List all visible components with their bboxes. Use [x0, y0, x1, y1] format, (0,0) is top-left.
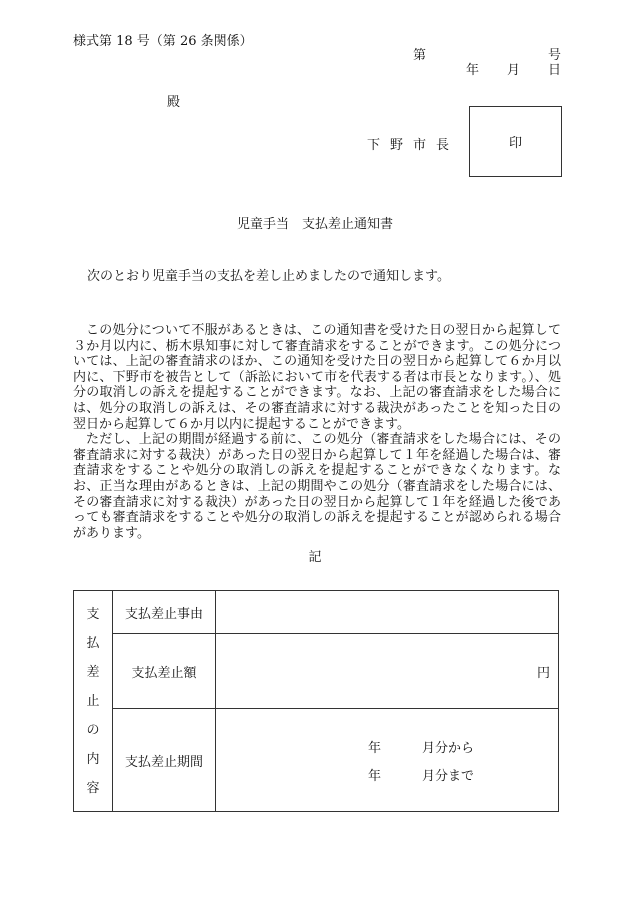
to-year: 年 — [368, 769, 382, 784]
details-table — [73, 590, 559, 812]
seal-box — [469, 106, 562, 177]
period-to — [368, 765, 474, 784]
intro-text: 次のとおり児童手当の支払を差し止めましたので通知します。 — [87, 269, 450, 284]
group-label-char: 止 — [86, 693, 100, 709]
seal-label: 印 — [508, 136, 522, 151]
yen-unit: 円 — [536, 665, 550, 681]
period-label: 支払差止期間 — [113, 709, 216, 812]
group-label-char: 容 — [86, 780, 100, 796]
appeal-notice — [73, 323, 561, 541]
from-year: 年 — [368, 741, 382, 756]
group-label-char: 支 — [86, 606, 100, 622]
document-title: 児童手当 支払差止通知書 — [236, 217, 393, 232]
issuer-name: 下野市長 — [367, 138, 460, 153]
number-prefix: 第 — [413, 48, 427, 63]
appeal-paragraph-1: この処分について不服があるときは、この通知書を受けた日の翌日から起算して３か月以内に、栃木県知事に対して審査請求をすることができます。この処分については、上記の審査請求のほか、この通知を受けた日の翌日から起算して６か月以内に、下野市を被告として（訴訟において市を代表する者は市長となります。）、処分の取消しの訴えを提起することができます。なお、上記の審査請求をした場合には、処分の取消しの訴えは、その審査請求に対する裁決があったことを知った日の翌日から起算して６か月以内に提起することができます。 — [73, 323, 561, 432]
date-row — [466, 59, 561, 78]
group-label-char: の — [86, 722, 100, 738]
period-value[interactable] — [216, 709, 559, 812]
group-label — [74, 591, 113, 812]
addressee-honorific: 殿 — [167, 95, 181, 110]
reason-label: 支払差止事由 — [113, 591, 216, 634]
record-heading: 記 — [308, 550, 322, 565]
appeal-paragraph-2: ただし、上記の期間が経過する前に、この処分（審査請求をした場合には、その審査請求に対する裁決）があった日の翌日から起算して１年を経過した場合は、審査請求をすることや処分の取消しの訴えを提起することができなくなります。なお、正当な理由があるときは、上記の期間やこの処分（審査請求をした場合には、その審査請求に対する裁決）があった日の翌日から起算して１年を経過した後であっても審査請求をすることや処分の取消しの訴えを提起することが認められる場合があります。 — [73, 432, 561, 541]
period-from — [368, 737, 474, 756]
from-month: 月分から — [422, 741, 475, 756]
reason-value[interactable] — [216, 591, 559, 634]
amount-label: 支払差止額 — [113, 634, 216, 709]
group-label-char: 払 — [86, 635, 100, 651]
date-day: 日 — [547, 63, 561, 78]
group-label-char: 差 — [86, 664, 100, 680]
amount-value[interactable] — [216, 634, 559, 709]
group-label-char: 内 — [86, 751, 100, 767]
form-number: 様式第 18 号（第 26 条関係） — [73, 34, 253, 49]
date-year: 年 — [466, 63, 480, 78]
number-suffix: 号 — [548, 48, 562, 63]
to-month: 月分まで — [422, 769, 475, 784]
date-month: 月 — [506, 63, 520, 78]
